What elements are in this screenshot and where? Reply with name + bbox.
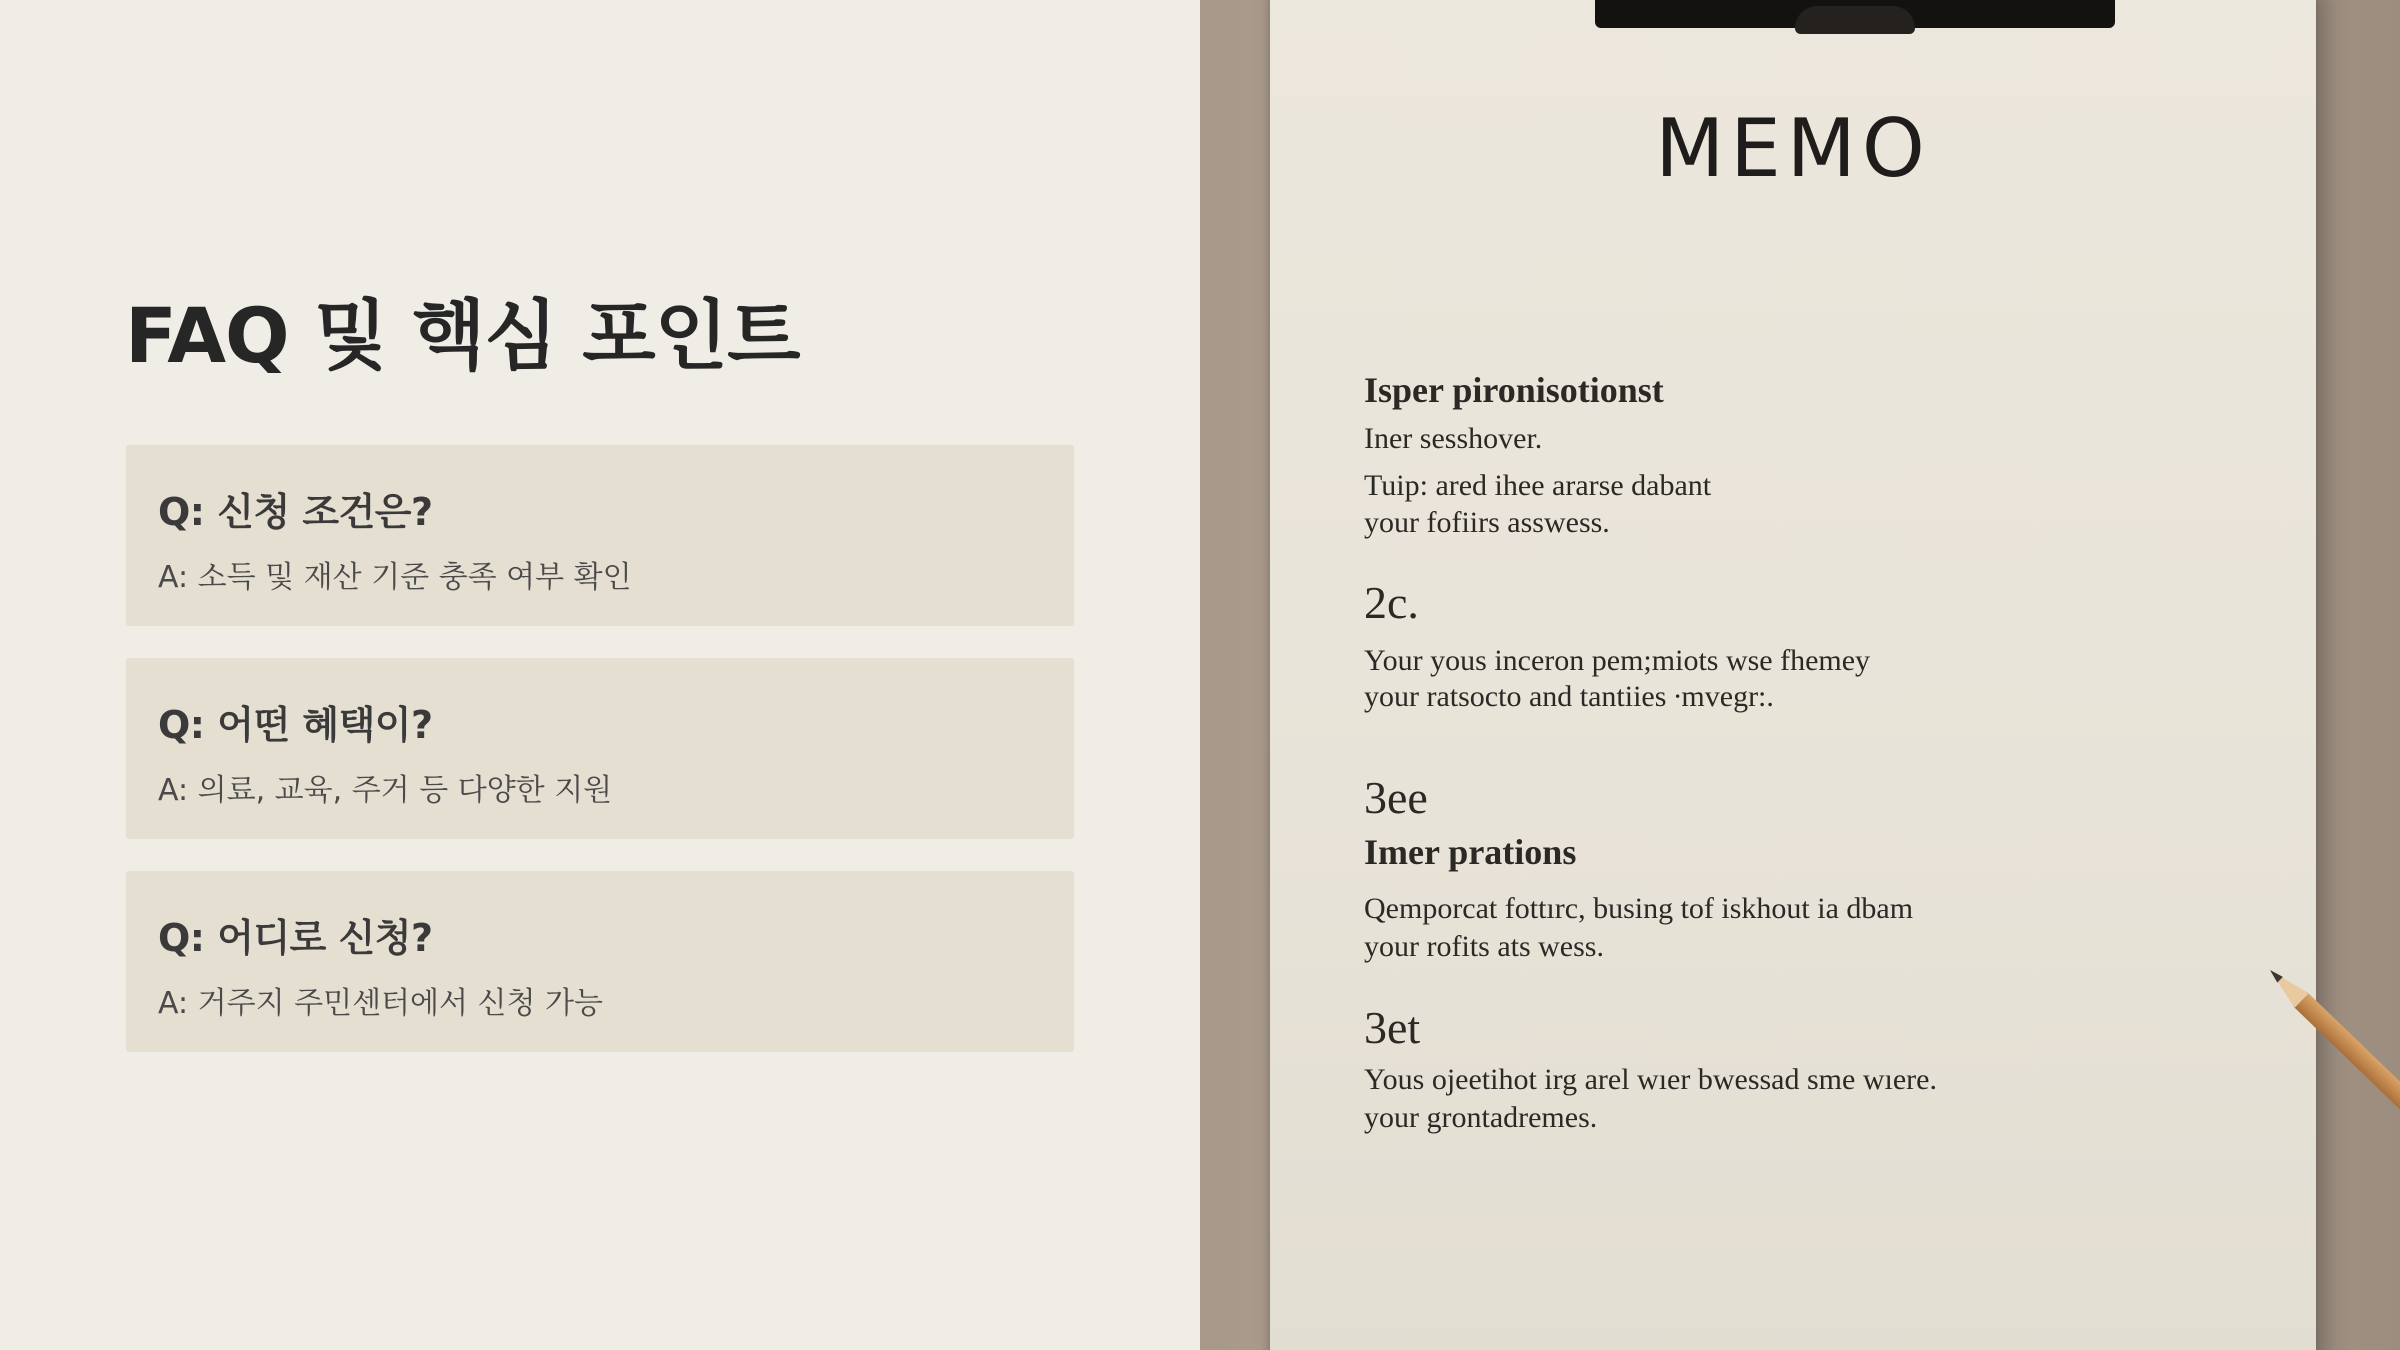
page-title: FAQ 및 핵심 포인트 bbox=[125, 291, 800, 380]
memo-line: 3et bbox=[1364, 1002, 1421, 1053]
faq-question: Q: 어떤 혜택이? bbox=[158, 703, 433, 747]
faq-question: Q: 어디로 신청? bbox=[158, 916, 433, 960]
memo-line: Tuip: ared ihee ararse dabant bbox=[1364, 469, 1712, 502]
memo-photo bbox=[1200, 0, 2400, 1350]
faq-card bbox=[126, 658, 1074, 839]
memo-line: your rofits ats wess. bbox=[1364, 930, 1604, 963]
memo-line: Isper pironisotionst bbox=[1364, 370, 1664, 410]
faq-answer: A: 거주지 주민센터에서 신청 가능 bbox=[158, 986, 603, 1021]
faq-answer: A: 소득 및 재산 기준 충족 여부 확인 bbox=[158, 560, 632, 595]
memo-line: your ratsocto and tantiies ∙mvegr:. bbox=[1364, 680, 1774, 713]
memo-line: Your yous inceron pem;miots wse fhemey bbox=[1364, 644, 1871, 677]
clipboard-clip-knob bbox=[1795, 6, 1915, 34]
memo-line: 2c. bbox=[1364, 577, 1419, 628]
faq-question: Q: 신청 조건은? bbox=[158, 490, 433, 534]
memo-line: Qemporcat fottırc, busing tof iskhout ia dbam bbox=[1364, 892, 1914, 925]
memo-line: Iner sesshover. bbox=[1364, 422, 1543, 455]
faq-card bbox=[126, 871, 1074, 1052]
memo-line: your grontadremes. bbox=[1364, 1101, 1598, 1134]
faq-answer: A: 의료, 교육, 주거 등 다양한 지원 bbox=[158, 773, 613, 808]
memo-line: Yous ojeetihot irg arel wıer bwessad sme wıere. bbox=[1364, 1063, 1937, 1096]
memo-line: your fofiirs asswess. bbox=[1364, 506, 1610, 539]
memo-line: 3ee bbox=[1364, 772, 1428, 823]
memo-paper bbox=[1270, 0, 2316, 1350]
faq-card bbox=[126, 445, 1074, 626]
memo-line: Imer prations bbox=[1364, 832, 1577, 872]
memo-title: MEMO bbox=[1655, 102, 1931, 195]
